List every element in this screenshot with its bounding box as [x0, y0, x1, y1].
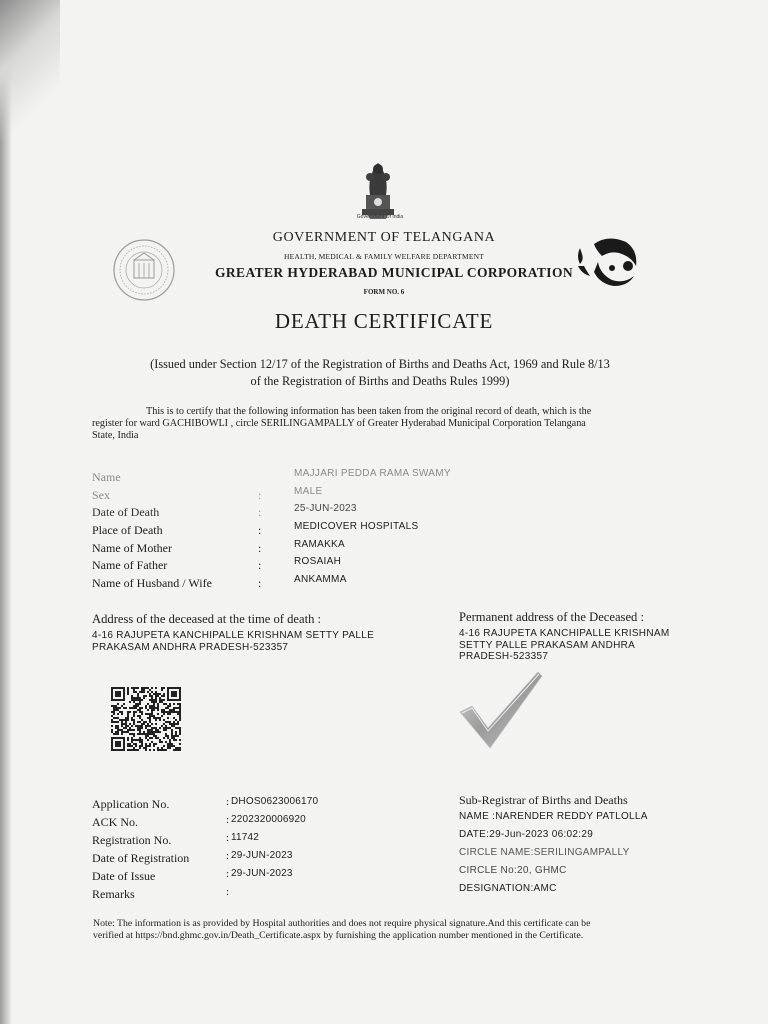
current-address-line-2: PRAKASAM ANDHRA PRADESH-523357: [92, 641, 289, 653]
registrar-date: DATE:29-Jun-2023 06:02:29: [459, 829, 594, 840]
scan-edge-shadow: [0, 0, 12, 1024]
certify-line-1: This is to certify that the following information has been taken from the original record of death, which is the: [146, 406, 592, 417]
certificate-title: DEATH CERTIFICATE: [274, 309, 494, 333]
government-heading: GOVERNMENT OF TELANGANA: [272, 230, 496, 245]
permanent-address-line-1: 4-16 RAJUPETA KANCHIPALLE KRISHNAM: [459, 628, 670, 639]
verification-note: [93, 918, 713, 941]
qr-code-icon[interactable]: [111, 687, 181, 751]
sub-registrar-heading: Sub-Registrar of Births and Deaths: [459, 793, 628, 807]
app-label-remarks: Remarks: [92, 887, 135, 901]
app-label-date-of-issue: Date of Issue: [92, 869, 156, 883]
app-colon: :: [226, 814, 230, 826]
detail-label-mother: Name of Mother: [92, 541, 172, 555]
app-colon: :: [226, 868, 230, 880]
app-label-date-of-registration: Date of Registration: [92, 851, 190, 865]
issued-line-2: of the Registration of Births and Deaths Rules 1999): [250, 374, 510, 388]
app-colon: :: [226, 850, 230, 862]
app-value-date-of-issue: 29-JUN-2023: [231, 868, 293, 879]
registrar-designation: DESIGNATION:AMC: [459, 883, 557, 894]
detail-value-father: ROSAIAH: [294, 556, 342, 567]
detail-label-father: Name of Father: [92, 558, 168, 572]
current-address-line-1: 4-16 RAJUPETA KANCHIPALLE KRISHNAM SETTY PALLE: [92, 630, 375, 641]
emblem-caption: Government Of India: [356, 214, 404, 220]
issued-line-1: (Issued under Section 12/17 of the Registration of Births and Deaths Act, 1969 and Rule 8/13: [150, 357, 610, 371]
registrar-circle-name: CIRCLE NAME:SERILINGAMPALLY: [459, 847, 630, 858]
detail-label-date-of-death: Date of Death: [92, 505, 160, 519]
detail-colon: :: [258, 576, 262, 590]
detail-value-date-of-death: 25-JUN-2023: [294, 503, 357, 514]
detail-colon: :: [258, 523, 262, 537]
detail-label-place-of-death: Place of Death: [92, 523, 163, 537]
note-line-2: verified at https://bnd.ghmc.gov.in/Death_Certificate.aspx by furnishing the application number mentioned in the Certificate.: [93, 929, 584, 941]
detail-label-name: Name: [92, 470, 121, 484]
detail-colon: :: [258, 505, 262, 519]
verified-check-icon: [458, 670, 544, 752]
certify-line-2: register for ward GACHIBOWLI , circle SERILINGAMPALLY of Greater Hyderabad Municipal Corporation Telangana: [92, 418, 586, 429]
app-colon: :: [226, 796, 230, 808]
permanent-address-block: [459, 610, 719, 663]
department-heading: HEALTH, MEDICAL & FAMILY WELFARE DEPARTMENT: [283, 252, 485, 261]
app-label-ack-no: ACK No.: [92, 815, 139, 829]
detail-value-place-of-death: MEDICOVER HOSPITALS: [294, 521, 419, 532]
scan-corner-shadow: [0, 0, 60, 150]
detail-value-spouse: ANKAMMA: [294, 574, 347, 585]
detail-value-name: MAJJARI PEDDA RAMA SWAMY: [294, 468, 451, 479]
note-line-1: Note: The information is as provided by Hospital authorities and does not require physical signature.And this certificate can be: [93, 918, 591, 929]
app-label-application-no: Application No.: [92, 797, 170, 811]
current-address-heading: Address of the deceased at the time of death :: [92, 612, 322, 626]
detail-label-spouse: Name of Husband / Wife: [92, 576, 212, 590]
certify-line-3: State, India: [92, 430, 139, 441]
app-colon: :: [226, 832, 230, 844]
permanent-address-line-2: SETTY PALLE PRAKASAM ANDHRA: [459, 639, 636, 651]
app-colon: :: [226, 886, 230, 898]
detail-colon: :: [258, 488, 262, 502]
detail-colon: :: [258, 541, 262, 555]
permanent-address-line-3: PRADESH-523357: [459, 651, 549, 662]
registrar-name: NAME :NARENDER REDDY PATLOLLA: [459, 811, 648, 822]
detail-label-sex: Sex: [92, 488, 110, 502]
issued-under-text: [80, 356, 680, 390]
corporation-heading: GREATER HYDERABAD MUNICIPAL CORPORATION: [215, 265, 573, 280]
detail-colon: :: [258, 558, 262, 572]
registrar-circle-no: CIRCLE No:20, GHMC: [459, 865, 567, 876]
detail-value-mother: RAMAKKA: [294, 539, 346, 550]
app-label-registration-no: Registration No.: [92, 833, 172, 847]
app-value-date-of-registration: 29-JUN-2023: [231, 850, 293, 861]
form-number: FORM NO. 6: [363, 288, 405, 296]
certify-paragraph: [92, 406, 692, 442]
app-value-ack-no: 2202320006920: [231, 814, 306, 825]
permanent-address-heading: Permanent address of the Deceased :: [459, 610, 644, 624]
current-address-block: [92, 612, 452, 653]
app-value-application-no: DHOS0623006170: [231, 796, 319, 807]
detail-value-sex: MALE: [294, 486, 323, 497]
app-value-registration-no: 11742: [231, 832, 260, 843]
